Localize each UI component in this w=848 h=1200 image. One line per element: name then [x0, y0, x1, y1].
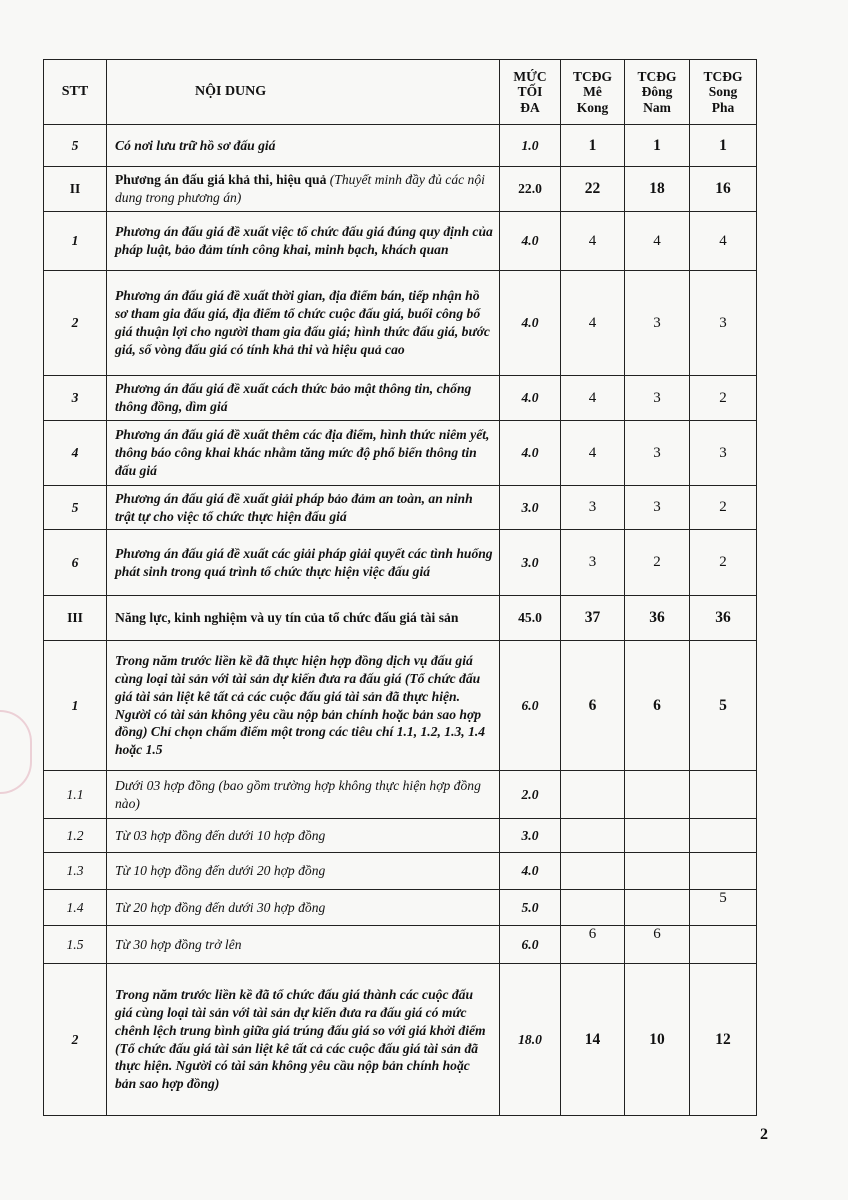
score-me-kong: 6: [561, 926, 625, 964]
score-song-pha: 5: [690, 641, 757, 771]
row-stt: 6: [44, 530, 107, 596]
row-content: Phương án đấu giá đề xuất cách thức bảo mật thông tin, chống thông đồng, dìm giá: [107, 376, 500, 421]
row-content: Phương án đấu giá đề xuất các giải pháp giải quyết các tình huống phát sinh trong quá trình tổ chức thực hiện việc đấu giá: [107, 530, 500, 596]
score-dong-nam: [625, 890, 690, 926]
row-max-score: 4.0: [500, 376, 561, 421]
row-max-score: 6.0: [500, 641, 561, 771]
table-row: [44, 641, 757, 771]
score-me-kong: 4: [561, 271, 625, 376]
row-stt: 1.4: [44, 890, 107, 926]
row-stt: 3: [44, 376, 107, 421]
score-dong-nam: [625, 853, 690, 890]
score-song-pha: 16: [690, 167, 757, 212]
row-stt: 1.3: [44, 853, 107, 890]
row-stt: 2: [44, 964, 107, 1116]
row-max-score: 22.0: [500, 167, 561, 212]
row-content: Từ 30 hợp đồng trở lên: [107, 926, 500, 964]
row-stt: 1: [44, 641, 107, 771]
table-row: [44, 771, 757, 819]
scoring-table: [43, 59, 757, 1116]
row-content: Dưới 03 hợp đồng (bao gồm trường hợp không thực hiện hợp đồng nào): [107, 771, 500, 819]
row-stt: III: [44, 596, 107, 641]
row-content: Từ 10 hợp đồng đến dưới 20 hợp đồng: [107, 853, 500, 890]
score-dong-nam: 2: [625, 530, 690, 596]
row-content: Phương án đấu giá đề xuất thời gian, địa điểm bán, tiếp nhận hồ sơ tham gia đấu giá, địa điểm tổ chức cuộc đấu giá, buổi công bố giá thuận lợi cho người tham gia đấu giá; hình thức đấu giá, bước giá, số vòng đấu giá có tính khả thi và hiệu quả cao: [107, 271, 500, 376]
row-stt: 1.5: [44, 926, 107, 964]
row-stt: 5: [44, 125, 107, 167]
score-dong-nam: [625, 771, 690, 819]
score-dong-nam: 10: [625, 964, 690, 1116]
score-dong-nam: 4: [625, 212, 690, 271]
score-song-pha: [690, 819, 757, 853]
score-song-pha: [690, 771, 757, 819]
header-muc-toi-da: MỨC TỐI ĐA: [500, 60, 561, 125]
row-max-score: 4.0: [500, 853, 561, 890]
row-content: Năng lực, kinh nghiệm và uy tín của tổ chức đấu giá tài sản: [107, 596, 500, 641]
row-content: Trong năm trước liền kề đã tổ chức đấu giá thành các cuộc đấu giá cùng loại tài sản với tài sản dự kiến đưa ra đấu giá có mức chênh lệch trung bình giữa giá trúng đấu giá so với giá khởi điểm (Tổ chức đấu giá tài sản liệt kê tất cả các cuộc đấu giá tài sản đã thực hiện. Người có tài sản không yêu cầu nộp bản chính hoặc bản sao hợp đồng): [107, 964, 500, 1116]
row-max-score: 4.0: [500, 212, 561, 271]
score-song-pha: 2: [690, 376, 757, 421]
table-row: [44, 819, 757, 853]
score-song-pha: 2: [690, 530, 757, 596]
score-me-kong: [561, 771, 625, 819]
row-content: Từ 20 hợp đồng đến dưới 30 hợp đồng: [107, 890, 500, 926]
table-row: [44, 853, 757, 890]
row-max-score: 3.0: [500, 486, 561, 530]
score-dong-nam: 36: [625, 596, 690, 641]
row-stt: 2: [44, 271, 107, 376]
score-dong-nam: 1: [625, 125, 690, 167]
score-me-kong: 3: [561, 486, 625, 530]
header-stt: STT: [44, 60, 107, 125]
score-song-pha: 5: [690, 890, 757, 926]
score-me-kong: 1: [561, 125, 625, 167]
row-max-score: 3.0: [500, 530, 561, 596]
score-song-pha: 3: [690, 421, 757, 486]
page-number: 2: [760, 1126, 768, 1143]
score-dong-nam: 3: [625, 486, 690, 530]
score-me-kong: [561, 890, 625, 926]
score-me-kong: 3: [561, 530, 625, 596]
score-dong-nam: 3: [625, 271, 690, 376]
table-header-row: [44, 60, 757, 125]
row-stt: 5: [44, 486, 107, 530]
row-max-score: 4.0: [500, 421, 561, 486]
score-song-pha: 2: [690, 486, 757, 530]
score-me-kong: 14: [561, 964, 625, 1116]
row-max-score: 45.0: [500, 596, 561, 641]
score-dong-nam: 6: [625, 641, 690, 771]
row-content: Từ 03 hợp đồng đến dưới 10 hợp đồng: [107, 819, 500, 853]
row-max-score: 3.0: [500, 819, 561, 853]
row-content: Trong năm trước liền kề đã thực hiện hợp đồng dịch vụ đấu giá cùng loại tài sản với tài sản dự kiến đưa ra đấu giá (Tổ chức đấu giá tài sản liệt kê tất cả các cuộc đấu giá tài sản đã thực hiện. Người có tài sản không yêu cầu nộp bản chính hoặc bản sao hợp đồng) Chỉ chọn chấm điểm một trong các tiêu chí 1.1, 1.2, 1.3, 1.4 hoặc 1.5: [107, 641, 500, 771]
score-dong-nam: [625, 819, 690, 853]
table-row: [44, 167, 757, 212]
red-stamp-fragment: [0, 710, 32, 794]
row-max-score: 18.0: [500, 964, 561, 1116]
score-me-kong: 4: [561, 421, 625, 486]
row-max-score: 2.0: [500, 771, 561, 819]
score-song-pha: 36: [690, 596, 757, 641]
table-row: [44, 271, 757, 376]
row-max-score: 1.0: [500, 125, 561, 167]
row-stt: 1: [44, 212, 107, 271]
row-content: Có nơi lưu trữ hồ sơ đấu giá: [107, 125, 500, 167]
row-max-score: 4.0: [500, 271, 561, 376]
score-dong-nam: 3: [625, 421, 690, 486]
table-row: [44, 890, 757, 926]
table-row: [44, 486, 757, 530]
row-content: Phương án đấu giá đề xuất giải pháp bảo đảm an toàn, an ninh trật tự cho việc tổ chức thực hiện đấu giá: [107, 486, 500, 530]
table-row: [44, 926, 757, 964]
table-row: [44, 530, 757, 596]
table-row: [44, 421, 757, 486]
row-content: Phương án đấu giá đề xuất thêm các địa điểm, hình thức niêm yết, thông báo công khai khác nhằm tăng mức độ phổ biến thông tin đấu giá: [107, 421, 500, 486]
row-stt: II: [44, 167, 107, 212]
header-org-dong-nam: TCĐG Đông Nam: [625, 60, 690, 125]
score-song-pha: 1: [690, 125, 757, 167]
score-me-kong: [561, 853, 625, 890]
row-stt: 4: [44, 421, 107, 486]
score-dong-nam: 3: [625, 376, 690, 421]
score-dong-nam: 18: [625, 167, 690, 212]
score-me-kong: [561, 819, 625, 853]
score-dong-nam: 6: [625, 926, 690, 964]
row-stt: 1.2: [44, 819, 107, 853]
table-row: [44, 212, 757, 271]
score-me-kong: 6: [561, 641, 625, 771]
score-song-pha: [690, 853, 757, 890]
header-noi-dung: NỘI DUNG: [107, 60, 500, 125]
score-me-kong: 4: [561, 212, 625, 271]
header-org-song-pha: TCĐG Song Pha: [690, 60, 757, 125]
header-org-me-kong: TCĐG Mê Kong: [561, 60, 625, 125]
score-me-kong: 22: [561, 167, 625, 212]
row-max-score: 6.0: [500, 926, 561, 964]
table-row: [44, 596, 757, 641]
score-song-pha: 4: [690, 212, 757, 271]
score-me-kong: 37: [561, 596, 625, 641]
score-me-kong: 4: [561, 376, 625, 421]
table-row: [44, 125, 757, 167]
score-song-pha: 3: [690, 271, 757, 376]
row-stt: 1.1: [44, 771, 107, 819]
row-max-score: 5.0: [500, 890, 561, 926]
row-content: Phương án đấu giá đề xuất việc tổ chức đấu giá đúng quy định của pháp luật, bảo đảm tính công khai, minh bạch, khách quan: [107, 212, 500, 271]
score-song-pha: 12: [690, 964, 757, 1116]
score-song-pha: [690, 926, 757, 964]
row-content: Phương án đấu giá khả thi, hiệu quả (Thuyết minh đầy đủ các nội dung trong phương án): [107, 167, 500, 212]
table-row: [44, 376, 757, 421]
table-row: [44, 964, 757, 1116]
